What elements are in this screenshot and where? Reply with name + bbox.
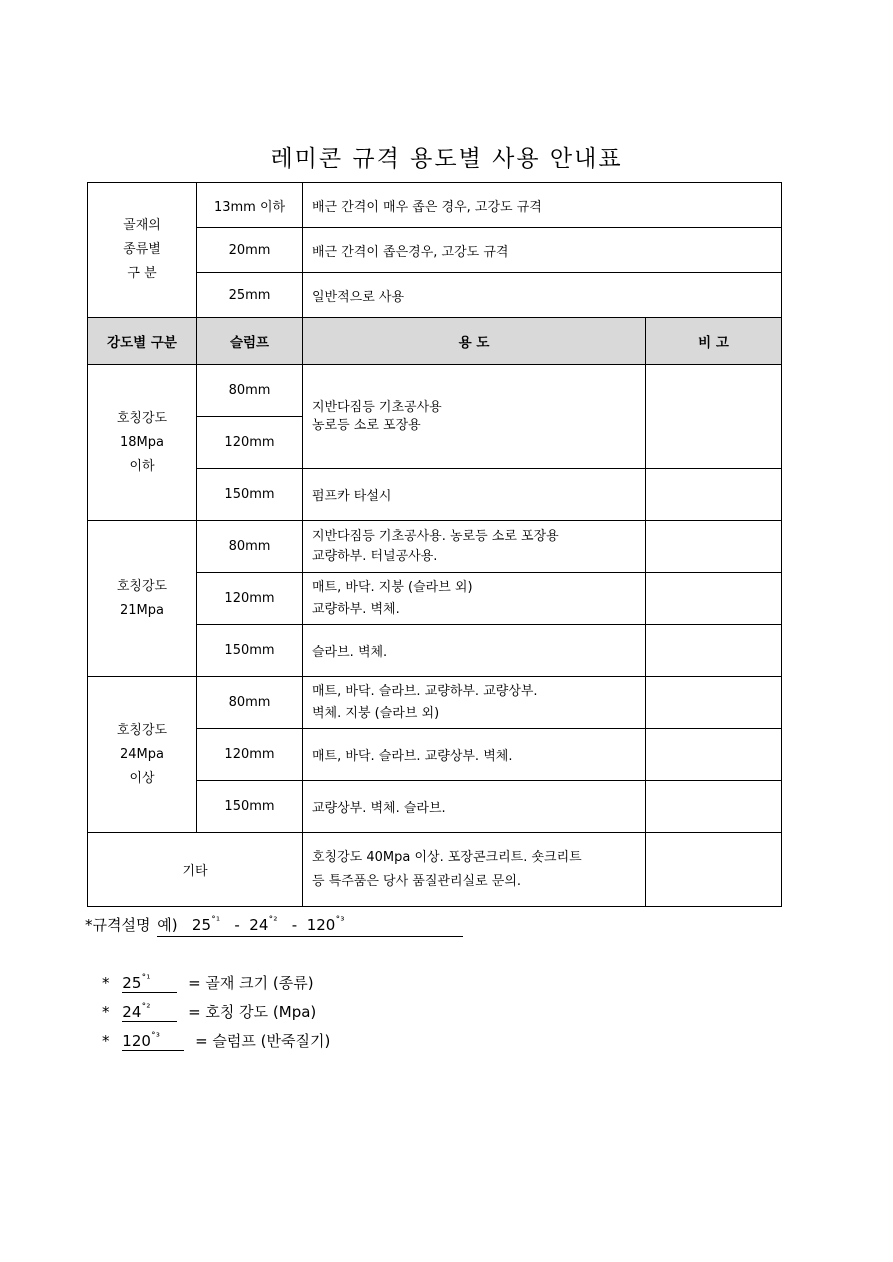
explanation-example: 예) $25^{˚^1}$ - $24^{˚^2}$ - $120^{˚^3}$ <box>157 914 463 937</box>
aggregate-label: 골재의 종류별 구 분 <box>88 183 197 318</box>
usage-cell: 매트, 바닥. 슬라브. 교량하부. 교량상부. 벽체. 지붕 (슬라브 외) <box>303 677 646 729</box>
usage-cell: 지반다짐등 기초공사용 농로등 소로 포장용 <box>303 365 646 469</box>
header-strength: 강도별 구분 <box>88 318 197 365</box>
legend-item: * $25^{˚^1}$ = 골재 크기 (종류) <box>102 974 314 992</box>
note-cell <box>646 521 782 573</box>
header-note: 비 고 <box>646 318 782 365</box>
usage-cell: 교량상부. 벽체. 슬라브. <box>303 781 646 833</box>
note-cell <box>646 781 782 833</box>
note-cell <box>646 573 782 625</box>
usage-cell: 슬라브. 벽체. <box>303 625 646 677</box>
other-label: 기타 <box>88 833 303 907</box>
note-cell <box>646 677 782 729</box>
aggregate-usage: 배근 간격이 매우 좁은 경우, 고강도 규격 <box>303 183 782 228</box>
header-usage: 용 도 <box>303 318 646 365</box>
slump-cell: 120mm <box>197 417 303 469</box>
note-cell <box>646 625 782 677</box>
strength-group-label: 호칭강도 18Mpa 이하 <box>88 365 197 521</box>
slump-cell: 80mm <box>197 521 303 573</box>
slump-cell: 80mm <box>197 365 303 417</box>
bullet-icon: * <box>102 974 110 992</box>
spec-table <box>87 182 782 907</box>
slump-cell: 120mm <box>197 573 303 625</box>
aggregate-size: 20mm <box>197 228 303 273</box>
usage-cell: 매트, 바닥. 슬라브. 교량상부. 벽체. <box>303 729 646 781</box>
bullet-icon: * <box>102 1003 110 1021</box>
legend-item: * $24^{˚^2}$ = 호칭 강도 (Mpa) <box>102 1003 317 1021</box>
aggregate-usage: 일반적으로 사용 <box>303 273 782 318</box>
slump-cell: 150mm <box>197 781 303 833</box>
aggregate-size: 13mm 이하 <box>197 183 303 228</box>
aggregate-size: 25mm <box>197 273 303 318</box>
spec-explanation <box>85 914 463 937</box>
slump-cell: 120mm <box>197 729 303 781</box>
usage-cell: 매트, 바닥. 지붕 (슬라브 외) 교량하부. 벽체. <box>303 573 646 625</box>
slump-cell: 80mm <box>197 677 303 729</box>
strength-group-label: 호칭강도 24Mpa 이상 <box>88 677 197 833</box>
slump-cell: 150mm <box>197 625 303 677</box>
legend-item: * $120^{˚^3}$ = 슬럼프 (반죽질기) <box>102 1032 331 1050</box>
slump-cell: 150mm <box>197 469 303 521</box>
page-title: 레미콘 규격 용도별 사용 안내표 <box>270 146 623 172</box>
note-cell <box>646 833 782 907</box>
other-usage: 호칭강도 40Mpa 이상. 포장콘크리트. 숏크리트 등 특주품은 당사 품질관리실로 문의. <box>303 833 646 907</box>
bullet-icon: * <box>102 1032 110 1050</box>
usage-cell: 펌프카 타설시 <box>303 469 646 521</box>
aggregate-usage: 배근 간격이 좁은경우, 고강도 규격 <box>303 228 782 273</box>
note-cell <box>646 365 782 469</box>
explanation-prefix: *규격설명 <box>85 916 151 934</box>
note-cell <box>646 729 782 781</box>
usage-cell: 지반다짐등 기초공사용. 농로등 소로 포장용 교량하부. 터널공사용. <box>303 521 646 573</box>
strength-group-label: 호칭강도 21Mpa <box>88 521 197 677</box>
header-slump: 슬럼프 <box>197 318 303 365</box>
note-cell <box>646 469 782 521</box>
